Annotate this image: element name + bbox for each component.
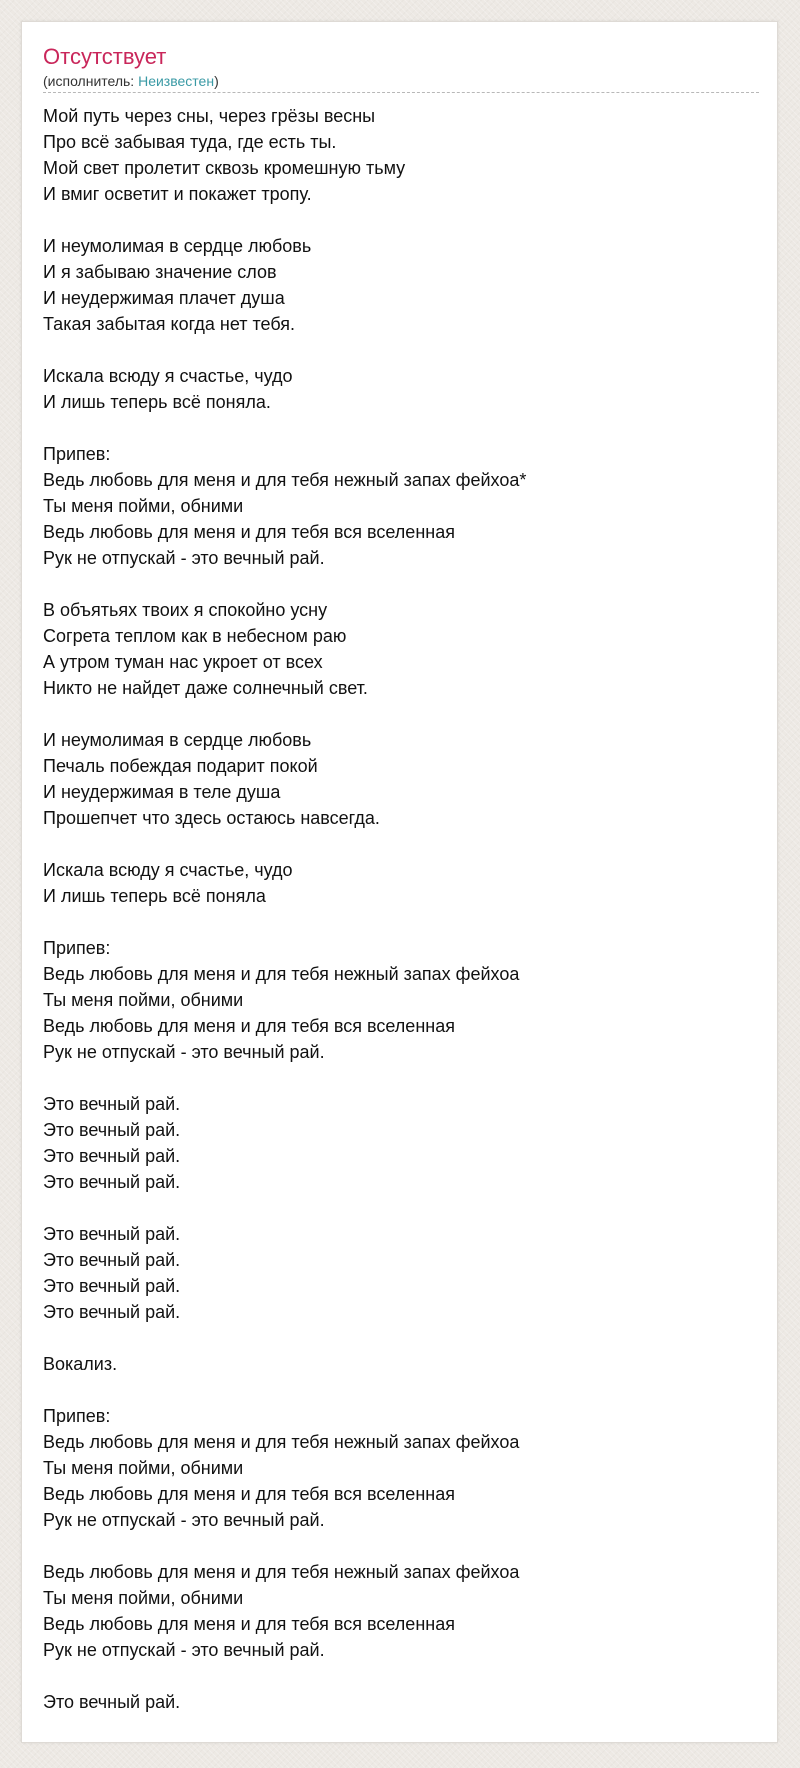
lyrics-stanza	[43, 103, 757, 207]
lyrics-stanza	[43, 441, 757, 571]
lyrics-line: Это вечный рай.	[43, 1276, 181, 1296]
lyrics-line: Ведь любовь для меня и для тебя вся вселенная	[43, 1016, 455, 1036]
lyrics-line: Это вечный рай.	[43, 1692, 181, 1712]
lyrics-line: Ведь любовь для меня и для тебя нежный запах фейхоа	[43, 1432, 520, 1452]
lyrics-stanza	[43, 1091, 757, 1195]
lyrics-stanza	[43, 1559, 757, 1663]
artist-prefix: (исполнитель:	[43, 73, 139, 89]
lyrics-line: Ты меня пойми, обними	[43, 990, 244, 1010]
lyrics-line: Вокализ.	[43, 1354, 118, 1374]
lyrics-line: Ты меня пойми, обними	[43, 1458, 244, 1478]
lyrics-stanza	[43, 727, 757, 831]
lyrics-line: Такая забытая когда нет тебя.	[43, 314, 296, 334]
lyrics-line: И неумолимая в сердце любовь	[43, 236, 312, 256]
lyrics-stanza	[43, 1221, 757, 1325]
lyrics-line: И лишь теперь всё поняла.	[43, 392, 271, 412]
lyrics-stanza	[43, 1351, 757, 1377]
lyrics-line: Это вечный рай.	[43, 1302, 181, 1322]
lyrics-line: Искала всюду я счастье, чудо	[43, 366, 293, 386]
lyrics-line: Мой путь через сны, через грёзы весны	[43, 106, 376, 126]
lyrics-line: Согрета теплом как в небесном раю	[43, 626, 347, 646]
lyrics-line: Рук не отпускай - это вечный рай.	[43, 1640, 325, 1660]
lyrics-line: Ты меня пойми, обними	[43, 496, 244, 516]
lyrics-stanza	[43, 935, 757, 1065]
lyrics-stanza	[43, 1403, 757, 1533]
lyrics-line: И неудержимая плачет душа	[43, 288, 285, 308]
lyrics-line: Ведь любовь для меня и для тебя нежный запах фейхоа*	[43, 470, 527, 490]
lyrics-stanza	[43, 597, 757, 701]
lyrics-line: Искала всюду я счастье, чудо	[43, 860, 293, 880]
lyrics-line: И лишь теперь всё поняла	[43, 886, 266, 906]
lyrics-line: Припев:	[43, 444, 111, 464]
lyrics-line: Ведь любовь для меня и для тебя нежный запах фейхоа	[43, 964, 520, 984]
lyrics-line: И неудержимая в теле душа	[43, 782, 281, 802]
lyrics-stanza	[43, 857, 757, 909]
lyrics-line: Рук не отпускай - это вечный рай.	[43, 548, 325, 568]
lyrics-line: И неумолимая в сердце любовь	[43, 730, 312, 750]
lyrics-line: Это вечный рай.	[43, 1146, 181, 1166]
artist-line	[43, 72, 757, 90]
lyrics-line: Про всё забывая туда, где есть ты.	[43, 132, 337, 152]
lyrics-line: Печаль побеждая подарит покой	[43, 756, 318, 776]
artist-link[interactable]: Неизвестен	[138, 73, 215, 89]
lyrics-line: Это вечный рай.	[43, 1094, 181, 1114]
lyrics-line: Ведь любовь для меня и для тебя вся вселенная	[43, 1614, 455, 1634]
lyrics-line: Рук не отпускай - это вечный рай.	[43, 1510, 325, 1530]
lyrics-line: Ведь любовь для меня и для тебя нежный запах фейхоа	[43, 1562, 520, 1582]
lyrics-line: Ты меня пойми, обними	[43, 1588, 244, 1608]
lyrics-line: Это вечный рай.	[43, 1224, 181, 1244]
lyrics-line: В объятьях твоих я спокойно усну	[43, 600, 328, 620]
lyrics-card	[21, 21, 778, 1743]
artist-suffix: )	[214, 73, 219, 89]
lyrics-line: А утром туман нас укроет от всех	[43, 652, 323, 672]
lyrics-line: Это вечный рай.	[43, 1250, 181, 1270]
lyrics-stanza	[43, 363, 757, 415]
lyrics-text	[43, 103, 757, 1715]
lyrics-line: Это вечный рай.	[43, 1172, 181, 1192]
lyrics-stanza	[43, 1689, 757, 1715]
title-divider	[43, 92, 759, 93]
lyrics-line: Припев:	[43, 938, 111, 958]
lyrics-line: Ведь любовь для меня и для тебя вся вселенная	[43, 522, 455, 542]
lyrics-line: Ведь любовь для меня и для тебя вся вселенная	[43, 1484, 455, 1504]
lyrics-line: Это вечный рай.	[43, 1120, 181, 1140]
lyrics-line: И я забываю значение слов	[43, 262, 277, 282]
lyrics-line: Прошепчет что здесь остаюсь навсегда.	[43, 808, 380, 828]
lyrics-line: Припев:	[43, 1406, 111, 1426]
song-title: Отсутствует	[43, 44, 167, 69]
lyrics-line: И вмиг осветит и покажет тропу.	[43, 184, 312, 204]
lyrics-stanza	[43, 233, 757, 337]
lyrics-line: Рук не отпускай - это вечный рай.	[43, 1042, 325, 1062]
lyrics-line: Мой свет пролетит сквозь кромешную тьму	[43, 158, 406, 178]
lyrics-line: Никто не найдет даже солнечный свет.	[43, 678, 368, 698]
